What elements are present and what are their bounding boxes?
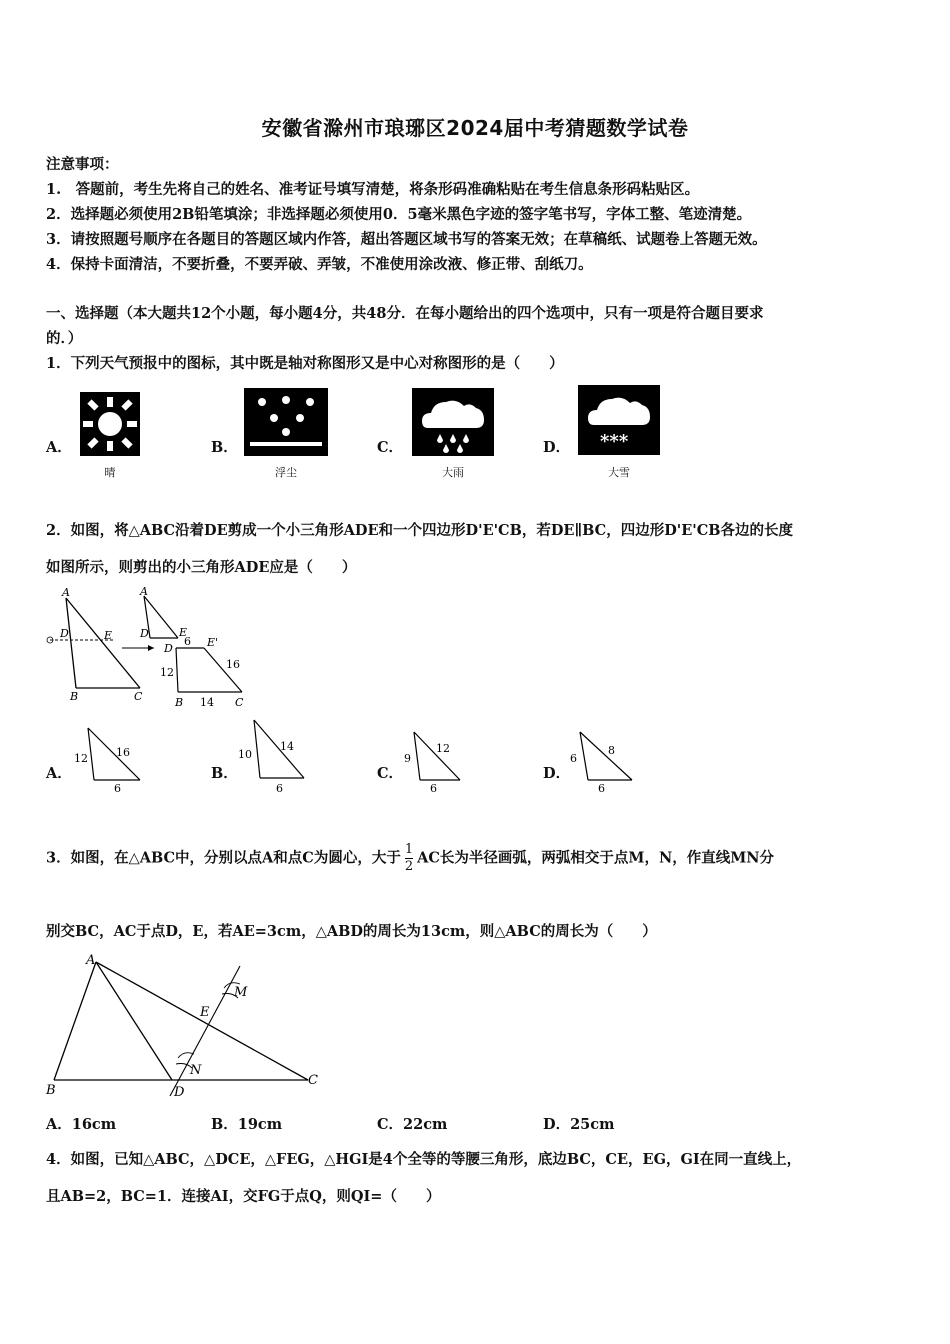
- q3-fraction: [405, 842, 413, 875]
- q2-len-bottom: 14: [200, 696, 214, 709]
- q2-a-bottom: 6: [114, 782, 121, 795]
- notice-heading: 注意事项：: [46, 156, 119, 173]
- q3-fraction-num: 1: [404, 842, 414, 857]
- q2-label-d: D: [60, 627, 69, 640]
- q2-small-label-a: A: [140, 585, 148, 598]
- question-2-line2: 如图所示，则剪出的小三角形ADE应是（ ）: [46, 559, 357, 576]
- q3-label-b: B: [46, 1083, 56, 1098]
- q3-label-d: D: [174, 1085, 185, 1100]
- q1-caption-a: 晴: [104, 466, 116, 479]
- q2-option-d-figure: [566, 726, 640, 796]
- q1-option-c: [412, 388, 494, 460]
- q2-option-a-figure: [68, 722, 148, 796]
- dust-icon: [244, 388, 328, 456]
- section-heading-line2: 的．）: [46, 330, 83, 347]
- q2-option-b-figure: [234, 716, 314, 796]
- q2-figure: [44, 584, 254, 710]
- q3-label-e: E: [200, 1005, 210, 1020]
- q2-option-d-label: D．: [543, 765, 571, 782]
- q3-label-c: C: [308, 1073, 318, 1088]
- q2-small-label-e: E: [179, 626, 188, 639]
- q2-len-right: 16: [226, 658, 240, 671]
- q3-option-d: D．25cm: [543, 1116, 615, 1133]
- q2-b-left: 10: [238, 748, 252, 761]
- q3-text-part1: 3．如图，在△ABC中，分别以点A和点C为圆心，大于: [46, 849, 401, 867]
- q2-a-right: 16: [116, 746, 130, 759]
- q1-option-a-label: A．: [46, 439, 72, 456]
- sunny-icon: [80, 392, 140, 456]
- q2-c-left: 9: [404, 752, 411, 765]
- q2-c-bottom: 6: [430, 782, 437, 795]
- q3-label-m: M: [234, 985, 248, 1000]
- q2-option-c-figure: [400, 726, 470, 796]
- q2-c-right: 12: [436, 742, 450, 755]
- notice-item-3: 3．请按照题号顺序在各题目的答题区域内作答，超出答题区域书写的答案无效；在草稿纸、试题卷上答题无效。: [46, 231, 767, 248]
- q2-d-bottom: 6: [598, 782, 605, 795]
- q3-label-n: N: [190, 1063, 202, 1078]
- q3-option-a: A．16cm: [46, 1116, 117, 1133]
- q1-option-d-label: D．: [543, 439, 571, 456]
- q3-option-c: C．22cm: [377, 1116, 448, 1133]
- q1-option-a: [80, 392, 140, 460]
- q1-option-c-label: C．: [377, 439, 404, 456]
- heavy-snow-icon: [578, 385, 660, 455]
- q2-option-a-label: A．: [46, 765, 72, 782]
- q1-caption-b: 浮尘: [275, 466, 297, 479]
- q2-label-c: C: [134, 690, 143, 703]
- q2-len-top: 6: [184, 635, 191, 648]
- question-1-text: 1．下列天气预报中的图标，其中既是轴对称图形又是中心对称图形的是（ ）: [46, 355, 564, 372]
- question-4-line1: 4．如图，已知△ABC，△DCE，△FEG，△HGI是4个全等的等腰三角形，底边BC，CE，EG，GI在同一直线上，: [46, 1151, 802, 1168]
- q2-option-c-label: C．: [377, 765, 404, 782]
- q2-len-left: 12: [160, 666, 174, 679]
- question-2-line1: 2．如图，将△ABC沿着DE剪成一个小三角形ADE和一个四边形D'E'CB，若DE∥BC，四边形D'E'CB各边的长度: [46, 522, 794, 539]
- q1-option-b-label: B．: [211, 439, 238, 456]
- heavy-rain-icon: [412, 388, 494, 456]
- arrow-right-icon: [148, 645, 154, 651]
- q1-option-d: [578, 385, 660, 459]
- q2-small-label-d: D: [140, 627, 149, 640]
- q3-figure: [44, 950, 334, 1100]
- q1-caption-c: 大雨: [442, 466, 464, 479]
- q2-label-a: A: [62, 586, 70, 599]
- page-title: 安徽省滁州市琅琊区2024届中考猜题数学试卷: [261, 116, 689, 140]
- section-heading-line1: 一、选择题（本大题共12个小题，每小题4分，共48分．在每小题给出的四个选项中，只有一项是符合题目要求: [46, 305, 764, 322]
- q2-quad-label-d: D: [164, 642, 173, 655]
- svg-text:***: ***: [600, 431, 629, 452]
- q2-quad-label-e: E': [207, 636, 219, 649]
- q2-a-left: 12: [74, 752, 88, 765]
- q2-quad-label-b: B: [175, 696, 184, 709]
- question-3-line2: 别交BC，AC于点D，E，若AE=3cm，△ABD的周长为13cm，则△ABC的周长为（ ）: [46, 923, 657, 940]
- notice-item-2: 2．选择题必须使用2B铅笔填涂；非选择题必须使用0．5毫米黑色字迹的签字笔书写，字体工整、笔迹清楚。: [46, 206, 752, 223]
- q3-label-a: A: [86, 953, 96, 968]
- q3-option-b: B．19cm: [211, 1116, 283, 1133]
- q1-caption-d: 大雪: [608, 466, 630, 479]
- q2-d-right: 8: [608, 744, 615, 757]
- q2-quad-label-c: C: [235, 696, 244, 709]
- notice-item-4: 4．保持卡面清洁，不要折叠，不要弄破、弄皱，不准使用涂改液、修正带、刮纸刀。: [46, 256, 593, 273]
- q2-b-bottom: 6: [276, 782, 283, 795]
- q2-b-right: 14: [280, 740, 294, 753]
- q2-label-e: E: [104, 629, 113, 642]
- q2-option-b-label: B．: [211, 765, 238, 782]
- q2-d-left: 6: [570, 752, 577, 765]
- q1-option-b: [244, 388, 328, 460]
- q3-fraction-den: 2: [404, 859, 414, 874]
- question-3-line1: [46, 842, 774, 875]
- question-4-line2: 且AB=2，BC=1．连接AI，交FG于点Q，则QI=（ ）: [46, 1188, 441, 1205]
- q2-label-b: B: [70, 690, 79, 703]
- notice-item-1: 1. 答题前，考生先将自己的姓名、准考证号填写清楚，将条形码准确粘贴在考生信息条形码粘贴区。: [46, 181, 700, 198]
- q3-text-part2: AC长为半径画弧，两弧相交于点M，N，作直线MN分: [417, 849, 775, 867]
